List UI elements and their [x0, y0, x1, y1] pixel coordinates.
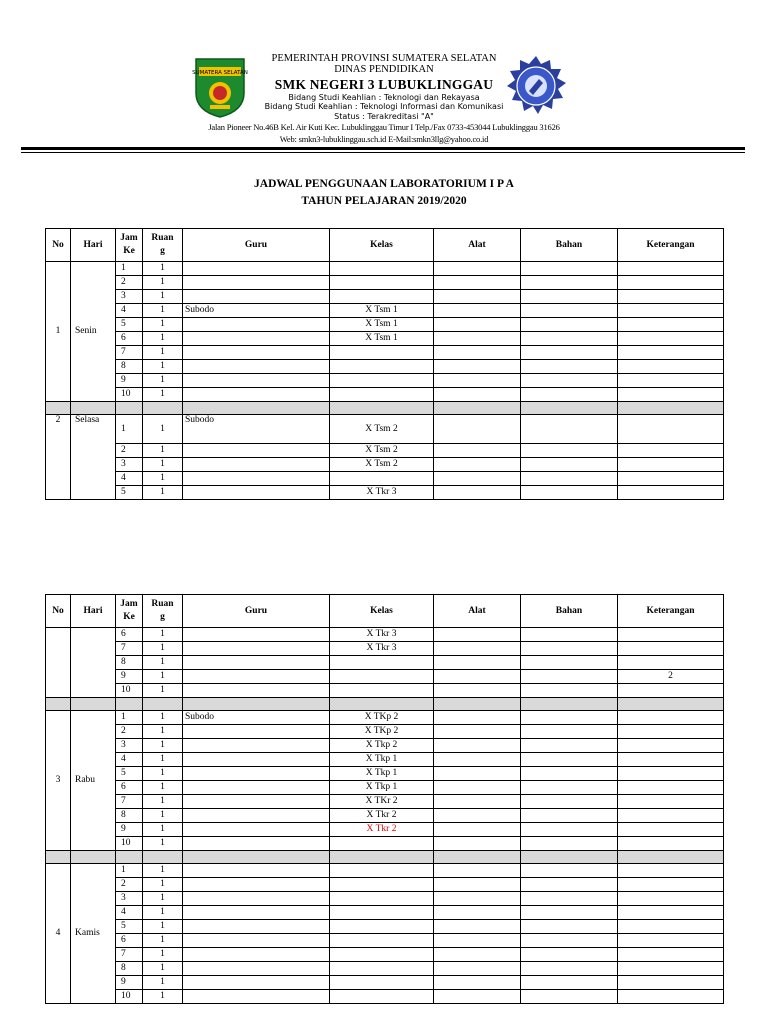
class-name: X Tkr 3 — [330, 642, 434, 656]
table-row: 9 1 — [46, 374, 724, 388]
table-row: 5 1 X Tkr 3 — [46, 486, 724, 500]
table-header-row — [46, 229, 724, 262]
col-kelas: Kelas — [330, 229, 434, 262]
col-bahan: Bahan — [521, 595, 618, 628]
table-row: 3 1 — [46, 892, 724, 906]
class-name: X Tkp 1 — [330, 767, 434, 781]
table-row: 10 1 — [46, 684, 724, 698]
class-name: X Tsm 2 — [330, 458, 434, 472]
document-title: JADWAL PENGGUNAAN LABORATORIUM I P A — [254, 178, 514, 190]
table-row: 4 1 Subodo X Tsm 1 — [46, 304, 724, 318]
class-name: X Tsm 1 — [330, 318, 434, 332]
class-name: X Tsm 2 — [330, 444, 434, 458]
class-name: X TKp 2 — [330, 725, 434, 739]
header-rule-thick — [21, 147, 745, 150]
table-row: 9 1 X Tkr 2 — [46, 823, 724, 837]
header-government: PEMERINTAH PROVINSI SUMATERA SELATAN — [271, 53, 497, 64]
teacher-name: Subodo — [183, 711, 330, 725]
day-separator — [46, 402, 724, 415]
col-keterangan: Keterangan — [618, 595, 724, 628]
table-row: 3 1 X Tsm 2 — [46, 458, 724, 472]
day-name: Senin — [71, 262, 116, 402]
table-row: 6 1 X Tsm 1 — [46, 332, 724, 346]
document-subtitle: TAHUN PELAJARAN 2019/2020 — [301, 195, 467, 207]
class-name: X Tkp 1 — [330, 753, 434, 767]
class-name-highlighted: X Tkr 2 — [330, 823, 434, 837]
table-row: 6 1 — [46, 934, 724, 948]
col-hari: Hari — [71, 595, 116, 628]
teacher-name: Subodo — [183, 415, 330, 444]
table-row: 8 1 X Tkr 2 — [46, 809, 724, 823]
table-row: 9 1 2 — [46, 670, 724, 684]
class-name: X Tsm 1 — [330, 332, 434, 346]
header-status: Status : Terakreditasi "A" — [334, 112, 434, 121]
col-alat: Alat — [434, 595, 521, 628]
table-row: 3 1 — [46, 290, 724, 304]
table-row: 8 1 — [46, 962, 724, 976]
schedule-table-1 — [45, 228, 724, 500]
table-row: 5 1 — [46, 920, 724, 934]
table-row: 7 1 — [46, 346, 724, 360]
table-row: 8 1 — [46, 360, 724, 374]
table-row: 4 1 — [46, 906, 724, 920]
col-alat: Alat — [434, 229, 521, 262]
class-name: X Tsm 1 — [330, 304, 434, 318]
school-logo-icon — [505, 55, 567, 117]
table-row: 7 1 X Tkr 3 — [46, 642, 724, 656]
header-field-1: Bidang Studi Keahlian : Teknologi dan Rekayasa — [288, 93, 480, 102]
letterhead — [0, 0, 768, 150]
table-row: 3 1 X Tkp 2 — [46, 739, 724, 753]
table-header-row — [46, 595, 724, 628]
col-hari: Hari — [71, 229, 116, 262]
class-name: X Tkr 3 — [330, 628, 434, 642]
table-row: 6 1 X Tkr 3 — [46, 628, 724, 642]
col-guru: Guru — [183, 229, 330, 262]
table-row: 4 1 — [46, 472, 724, 486]
class-name: X Tsm 2 — [330, 415, 434, 444]
day-separator — [46, 851, 724, 864]
table-row: 5 1 X Tsm 1 — [46, 318, 724, 332]
class-name: X Tkr 2 — [330, 809, 434, 823]
day-separator — [46, 698, 724, 711]
table-row: 2 1 X Tsm 2 — [46, 444, 724, 458]
table-row: 10 1 — [46, 837, 724, 851]
class-name: X Tkr 3 — [330, 486, 434, 500]
col-ruang: Ruan g — [143, 229, 183, 262]
table-row: 2 1 — [46, 276, 724, 290]
table-row: 1 Senin 1 1 — [46, 262, 724, 276]
col-no: No — [46, 595, 71, 628]
col-keterangan: Keterangan — [618, 229, 724, 262]
header-rule-thin — [21, 152, 745, 153]
col-guru: Guru — [183, 595, 330, 628]
table-row: 2 Selasa 1 1 Subodo X Tsm 2 — [46, 415, 724, 444]
col-no: No — [46, 229, 71, 262]
day-name: Selasa — [71, 415, 116, 500]
col-bahan: Bahan — [521, 229, 618, 262]
day-name: Kamis — [71, 864, 116, 1004]
table-row: 4 Kamis 1 1 — [46, 864, 724, 878]
svg-text:SUMATERA SELATAN: SUMATERA SELATAN — [192, 70, 248, 76]
table-row: 9 1 — [46, 976, 724, 990]
header-field-2: Bidang Studi Keahlian : Teknologi Informasi dan Komunikasi — [264, 102, 504, 111]
table-row: 3 Rabu 1 1 Subodo X TKp 2 — [46, 711, 724, 725]
table-row: 4 1 X Tkp 1 — [46, 753, 724, 767]
col-kelas: Kelas — [330, 595, 434, 628]
table-row: 7 1 — [46, 948, 724, 962]
table-row: 5 1 X Tkp 1 — [46, 767, 724, 781]
header-address: Jalan Pioneer No.46B Kel. Air Kuti Kec. Lubuklinggau Timur I Telp./Fax 0733-453044 Lubuklinggau 31626 — [208, 122, 560, 132]
col-jam: Jam Ke — [116, 229, 143, 262]
col-ruang: Ruan g — [143, 595, 183, 628]
col-jam: Jam Ke — [116, 595, 143, 628]
day-name: Rabu — [71, 711, 116, 851]
header-school-name: SMK NEGERI 3 LUBUKLINGGAU — [274, 77, 494, 92]
table-row: 6 1 X Tkp 1 — [46, 781, 724, 795]
table-row: 7 1 X TKr 2 — [46, 795, 724, 809]
table-row: 10 1 — [46, 388, 724, 402]
class-name: X TKr 2 — [330, 795, 434, 809]
table-row: 2 1 — [46, 878, 724, 892]
header-department: DINAS PENDIDIKAN — [334, 64, 434, 75]
day-number: 4 — [46, 864, 71, 1004]
class-name: X Tkp 2 — [330, 739, 434, 753]
day-number: 2 — [46, 415, 71, 500]
schedule-table-2 — [45, 594, 724, 1004]
day-number: 1 — [46, 262, 71, 402]
table-row: 8 1 — [46, 656, 724, 670]
remark-value: 2 — [618, 670, 724, 684]
class-name: X TKp 2 — [330, 711, 434, 725]
teacher-name: Subodo — [183, 304, 330, 318]
day-number: 3 — [46, 711, 71, 851]
table-row: 2 1 X TKp 2 — [46, 725, 724, 739]
class-name: X Tkp 1 — [330, 781, 434, 795]
header-web-email: Web: smkn3-lubuklinggau.sch.id E-Mail:smkn3llg@yahoo.co.id — [279, 134, 489, 144]
table-row: 10 1 — [46, 990, 724, 1004]
